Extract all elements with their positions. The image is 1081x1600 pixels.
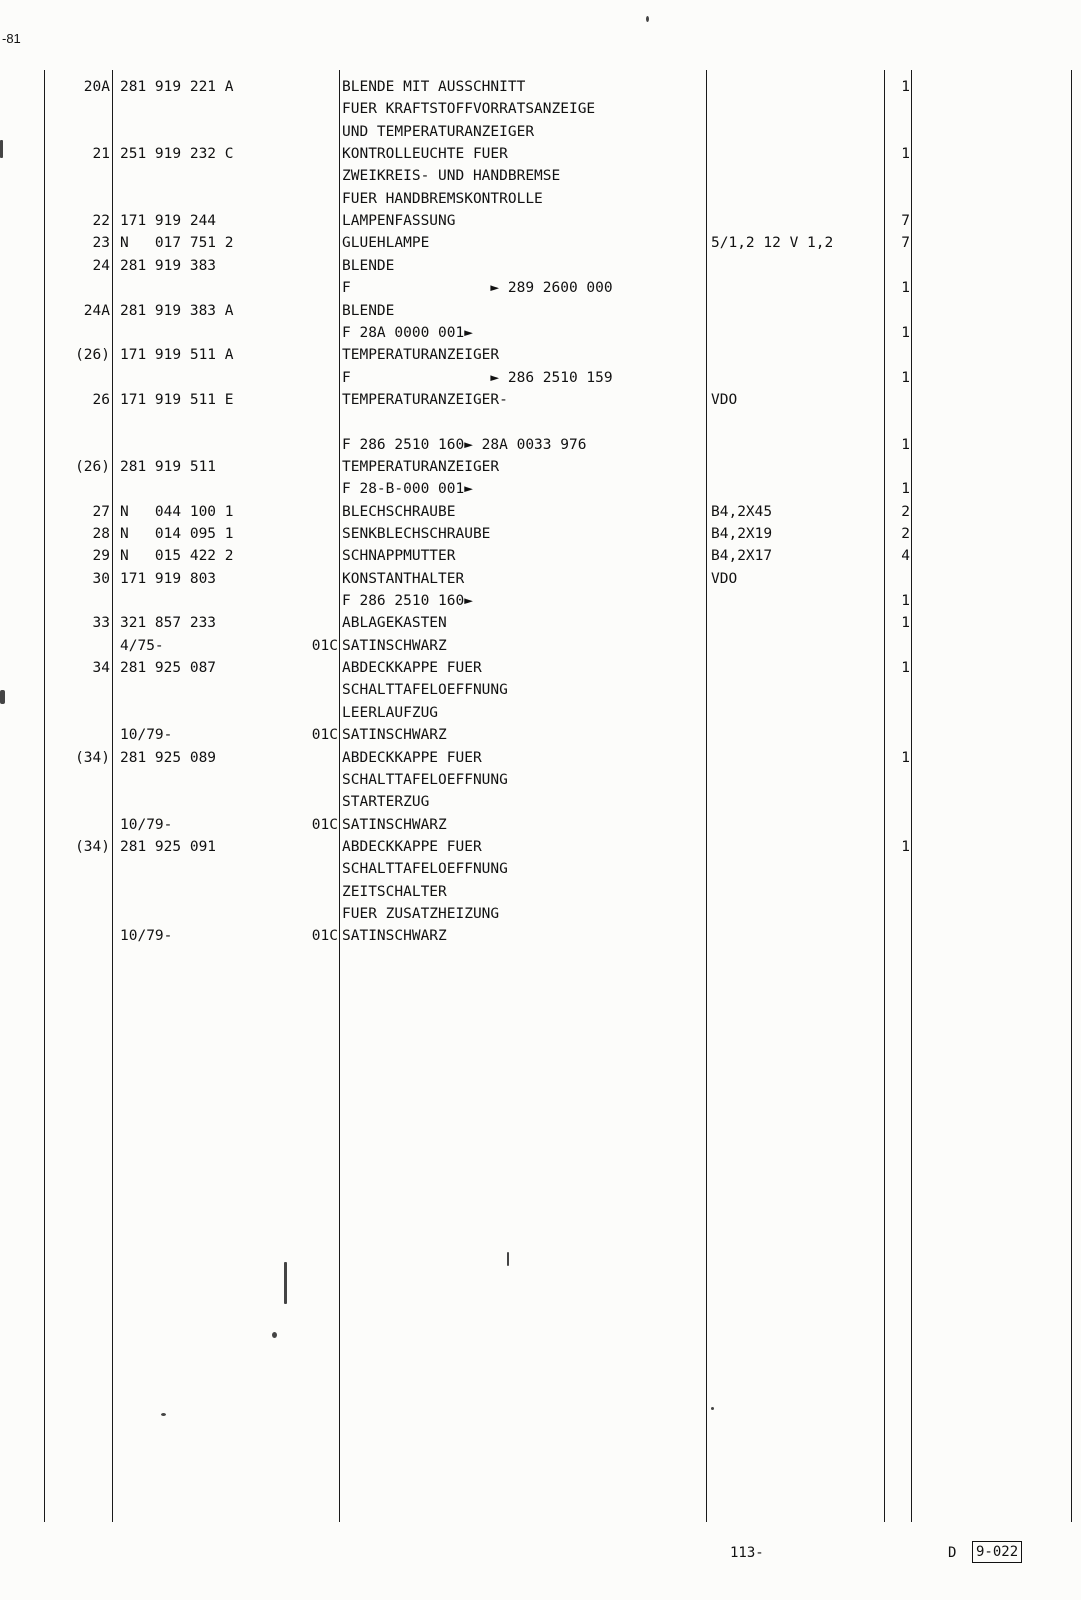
table-row <box>0 277 1081 299</box>
table-row <box>0 98 1081 120</box>
table-row <box>0 925 1081 947</box>
part-number: N 017 751 2 <box>120 235 234 252</box>
part-number: 171 919 803 <box>120 570 217 587</box>
scan-speck <box>711 1407 714 1410</box>
position-number: (26) <box>75 347 110 364</box>
position-number: 30 <box>92 570 110 587</box>
table-row <box>0 232 1081 254</box>
position-number: 24A <box>83 302 110 319</box>
quantity: 1 <box>901 749 910 766</box>
part-number: 171 919 244 <box>120 213 217 230</box>
part-description: ABDECKKAPPE FUER <box>342 749 482 766</box>
scan-speck <box>0 140 3 158</box>
position-number: 27 <box>92 503 110 520</box>
table-row <box>0 188 1081 210</box>
part-spec-note: VDO <box>711 391 738 408</box>
position-number: 24 <box>92 257 110 274</box>
part-description: BLECHSCHRAUBE <box>342 503 456 520</box>
table-row <box>0 165 1081 187</box>
part-description: ZEITSCHALTER <box>342 883 447 900</box>
scan-speck <box>507 1252 509 1266</box>
part-spec-note: B4,2X17 <box>711 548 773 565</box>
part-description: ZWEIKREIS- UND HANDBREMSE <box>342 168 561 185</box>
table-row <box>0 456 1081 478</box>
table-row <box>0 881 1081 903</box>
quantity: 1 <box>901 280 910 297</box>
color-code: 01C <box>311 816 338 833</box>
quantity: 7 <box>901 235 910 252</box>
table-row <box>0 389 1081 411</box>
table-row <box>0 523 1081 545</box>
part-description: ABLAGEKASTEN <box>342 615 447 632</box>
part-description: SATINSCHWARZ <box>342 816 447 833</box>
table-row <box>0 568 1081 590</box>
part-number: 281 925 091 <box>120 838 217 855</box>
part-description: FUER KRAFTSTOFFVORRATSANZEIGE <box>342 101 596 118</box>
table-row <box>0 814 1081 836</box>
part-description: KONTROLLEUCHTE FUER <box>342 146 508 163</box>
part-description: GLUEHLAMPE <box>342 235 430 252</box>
part-description: TEMPERATURANZEIGER <box>342 458 500 475</box>
table-row <box>0 836 1081 858</box>
quantity: 7 <box>901 213 910 230</box>
quantity: 1 <box>901 369 910 386</box>
table-row <box>0 478 1081 500</box>
part-number: 251 919 232 C <box>120 146 234 163</box>
part-number: 281 919 383 <box>120 257 217 274</box>
color-code: 01C <box>311 637 338 654</box>
part-description: STARTERZUG <box>342 794 430 811</box>
quantity: 1 <box>901 593 910 610</box>
table-row <box>0 612 1081 634</box>
part-description: FUER ZUSATZHEIZUNG <box>342 905 500 922</box>
part-spec-note: B4,2X45 <box>711 503 773 520</box>
corner-page-number: -81 <box>2 31 21 46</box>
part-description: F 28A 0000 001► <box>342 324 473 341</box>
position-number: 28 <box>92 526 110 542</box>
position-number: 29 <box>92 548 110 565</box>
part-number: 171 919 511 E <box>120 391 234 408</box>
table-row <box>0 411 1081 433</box>
part-number: 281 925 087 <box>120 660 217 677</box>
part-spec-note: B4,2X19 <box>711 526 773 542</box>
quantity: 1 <box>901 79 910 95</box>
part-number: 281 919 383 A <box>120 302 234 319</box>
position-number: (34) <box>75 838 110 855</box>
table-row <box>0 903 1081 925</box>
position-number: 26 <box>92 391 110 408</box>
part-description: SCHALTTAFELOEFFNUNG <box>342 771 508 788</box>
position-number: 23 <box>92 235 110 252</box>
position-number: 20A <box>83 79 110 95</box>
part-description: SCHNAPPMUTTER <box>342 548 456 565</box>
quantity: 2 <box>901 526 910 542</box>
table-row <box>0 657 1081 679</box>
table-row <box>0 344 1081 366</box>
table-row <box>0 322 1081 344</box>
quantity: 1 <box>901 436 910 453</box>
part-number: 281 919 221 A <box>120 79 234 95</box>
quantity: 1 <box>901 660 910 677</box>
part-number: 4/75- <box>120 637 164 654</box>
quantity: 1 <box>901 481 910 498</box>
part-description: SATINSCHWARZ <box>342 637 447 654</box>
quantity: 1 <box>901 146 910 163</box>
quantity: 1 <box>901 838 910 855</box>
table-row <box>0 76 1081 98</box>
quantity: 2 <box>901 503 910 520</box>
part-description: F 28-B-000 001► <box>342 481 473 498</box>
scan-speck <box>272 1332 277 1338</box>
part-description: BLENDE <box>342 257 395 274</box>
table-row <box>0 121 1081 143</box>
part-description: SCHALTTAFELOEFFNUNG <box>342 861 508 878</box>
table-row <box>0 255 1081 277</box>
quantity: 4 <box>901 548 910 565</box>
table-row <box>0 545 1081 567</box>
part-description: F ► 289 2600 000 <box>342 280 613 297</box>
table-row <box>0 702 1081 724</box>
part-description: TEMPERATURANZEIGER- <box>342 391 508 408</box>
part-description: TEMPERATURANZEIGER <box>342 347 500 364</box>
part-description: BLENDE MIT AUSSCHNITT <box>342 79 526 95</box>
part-number: N 044 100 1 <box>120 503 234 520</box>
table-row <box>0 635 1081 657</box>
table-row <box>0 791 1081 813</box>
part-description: ABDECKKAPPE FUER <box>342 838 482 855</box>
part-number: N 014 095 1 <box>120 526 234 542</box>
part-number: N 015 422 2 <box>120 548 234 565</box>
table-row <box>0 679 1081 701</box>
part-number: 171 919 511 A <box>120 347 234 364</box>
part-description: ABDECKKAPPE FUER <box>342 660 482 677</box>
table-row <box>0 434 1081 456</box>
part-number: 321 857 233 <box>120 615 217 632</box>
position-number: 21 <box>92 146 110 163</box>
part-description: SATINSCHWARZ <box>342 727 447 744</box>
footer-page-number: 113- <box>730 1545 764 1561</box>
table-row <box>0 724 1081 746</box>
part-description: F 286 2510 160► 28A 0033 976 <box>342 436 587 453</box>
table-row <box>0 143 1081 165</box>
part-description: BLENDE <box>342 302 395 319</box>
table-row <box>0 501 1081 523</box>
table-row <box>0 300 1081 322</box>
footer-group-code: 9-022 <box>972 1541 1022 1563</box>
position-number: (26) <box>75 458 110 475</box>
scan-speck <box>646 16 649 22</box>
part-number: 10/79- <box>120 928 173 945</box>
part-spec-note: VDO <box>711 570 738 587</box>
part-number: 281 925 089 <box>120 749 217 766</box>
part-description: KONSTANTHALTER <box>342 570 465 587</box>
part-description: UND TEMPERATURANZEIGER <box>342 123 535 140</box>
part-number: 281 919 511 <box>120 458 217 475</box>
part-description: F ► 286 2510 159 <box>342 369 613 386</box>
footer-language-code: D <box>948 1545 957 1561</box>
part-description: SATINSCHWARZ <box>342 928 447 945</box>
position-number: 34 <box>92 660 110 677</box>
table-row <box>0 590 1081 612</box>
table-row <box>0 769 1081 791</box>
quantity: 1 <box>901 615 910 632</box>
position-number: 22 <box>92 213 110 230</box>
table-row <box>0 858 1081 880</box>
position-number: (34) <box>75 749 110 766</box>
part-description: SCHALTTAFELOEFFNUNG <box>342 682 508 699</box>
part-description: LEERLAUFZUG <box>342 704 439 721</box>
part-number: 10/79- <box>120 816 173 833</box>
part-description: FUER HANDBREMSKONTROLLE <box>342 190 543 207</box>
scan-speck <box>0 690 5 704</box>
table-row <box>0 367 1081 389</box>
part-spec-note: 5/1,2 12 V 1,2 <box>711 235 834 252</box>
part-description: F 286 2510 160► <box>342 593 473 610</box>
scan-speck <box>161 1413 166 1416</box>
table-row <box>0 747 1081 769</box>
part-description: LAMPENFASSUNG <box>342 213 456 230</box>
scan-speck <box>284 1262 287 1304</box>
color-code: 01C <box>311 928 338 945</box>
part-number: 10/79- <box>120 727 173 744</box>
table-row <box>0 210 1081 232</box>
quantity: 1 <box>901 324 910 341</box>
part-description: SENKBLECHSCHRAUBE <box>342 526 491 542</box>
color-code: 01C <box>311 727 338 744</box>
position-number: 33 <box>92 615 110 632</box>
